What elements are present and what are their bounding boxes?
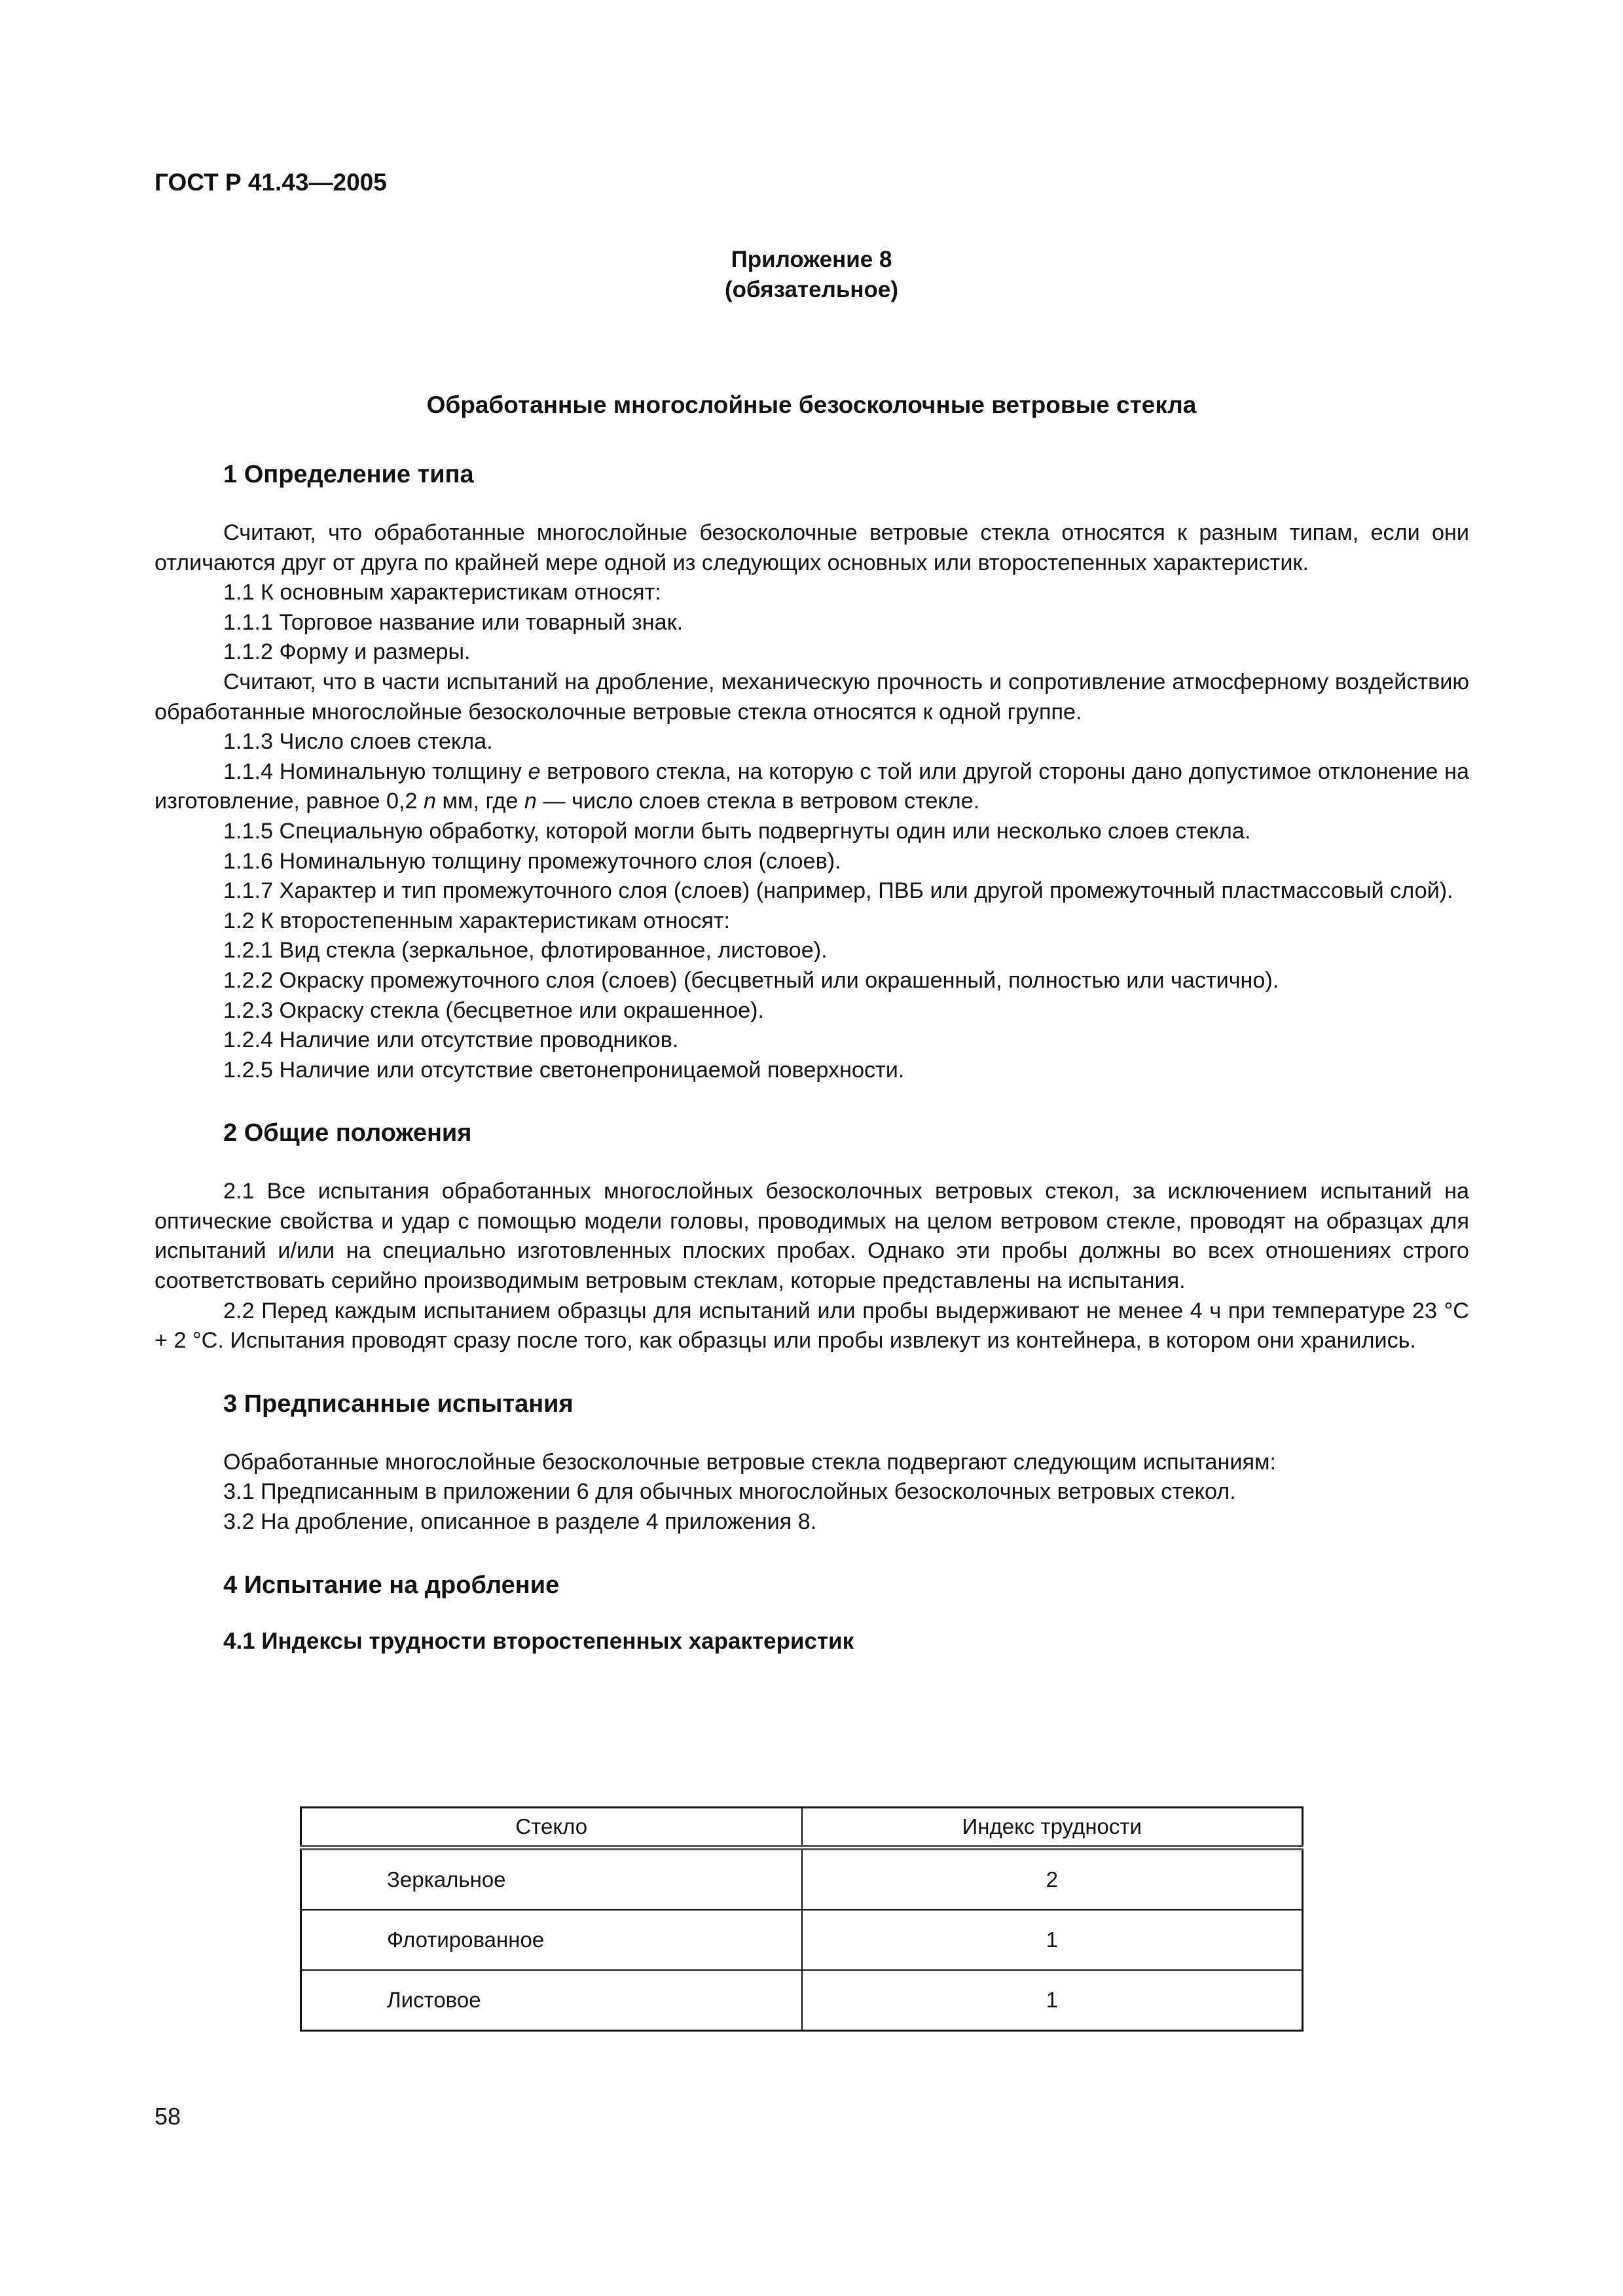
paragraph: 3.2 На дробление, описанное в разделе 4 приложения 8.	[223, 1509, 817, 1535]
difficulty-index-cell: 1	[802, 1910, 1303, 1970]
paragraph: 3.1 Предписанным в приложении 6 для обычных многослойных безосколочных ветровых стекол.	[223, 1479, 1236, 1505]
subsection-heading-4-1: 4.1 Индексы трудности второстепенных характеристик	[223, 1628, 854, 1654]
paragraph: 1.1.1 Торговое название или товарный знак.	[223, 609, 684, 635]
paragraph: Считают, что в части испытаний на дробление, механическую прочность и сопротивление атмосферному воздействию обработанные многослойные безосколочные ветровые стекла относятся к одной группе.	[155, 669, 1469, 725]
difficulty-index-table	[300, 1806, 1304, 2032]
paragraph: 1.1 К основным характеристикам относят:	[223, 580, 661, 605]
table-row	[301, 1970, 1303, 2031]
section-heading-4: 4 Испытание на дробление	[223, 1571, 560, 1599]
column-header-glass: Стекло	[301, 1808, 802, 1848]
paragraph: 1.1.5 Специальную обработку, которой могли быть подвергнуты один или несколько слоев стекла.	[223, 818, 1251, 844]
standard-code: ГОСТ Р 41.43—2005	[155, 169, 387, 196]
paragraph: Считают, что обработанные многослойные безосколочные ветровые стекла относятся к разным типам, если они отличаются друг от друга по крайней мере одной из следующих основных или второстепенных характеристик.	[155, 520, 1469, 575]
section-heading-1: 1 Определение типа	[223, 461, 474, 488]
paragraph: 1.2.4 Наличие или отсутствие проводников.	[223, 1028, 679, 1053]
document-title: Обработанные многослойные безосколочные ветровые стекла	[426, 391, 1197, 418]
paragraph: 1.1.2 Форму и размеры.	[223, 639, 471, 665]
paragraph: 1.1.6 Номинальную толщину промежуточного слоя (слоев).	[223, 848, 841, 874]
document-body	[155, 458, 1469, 1658]
paragraph: 1.2.2 Окраску промежуточного слоя (слоев) (бесцветный или окрашенный, полностью или частично).	[223, 967, 1279, 993]
appendix-heading	[0, 245, 1623, 305]
paragraph: 1.1.3 Число слоев стекла.	[223, 729, 493, 755]
paragraph: 1.2 К второстепенным характеристикам относят:	[223, 908, 731, 933]
paragraph: 1.1.7 Характер и тип промежуточного слоя (слоев) (например, ПВБ или другой промежуточный пластмассовый слой).	[223, 878, 1453, 904]
paragraph: 1.2.5 Наличие или отсутствие светонепроницаемой поверхности.	[223, 1057, 905, 1083]
difficulty-index-cell: 1	[802, 1970, 1303, 2031]
section-heading-3: 3 Предписанные испытания	[223, 1390, 574, 1418]
glass-type-cell: Листовое	[301, 1970, 802, 2031]
difficulty-index-cell: 2	[802, 1848, 1303, 1910]
paragraph: 2.2 Перед каждым испытанием образцы для испытаний или пробы выдерживают не менее 4 ч при температуре 23 °С + 2 °С. Испытания проводят сразу после того, как образцы или пробы извлекут из контейнера, в котором они хранились.	[155, 1298, 1469, 1354]
paragraph: 1.2.3 Окраску стекла (бесцветное или окрашенное).	[223, 997, 765, 1023]
table-header-row	[301, 1808, 1303, 1848]
section-heading-2: 2 Общие положения	[223, 1119, 472, 1147]
paragraph: Обработанные многослойные безосколочные ветровые стекла подвергают следующим испытаниям:	[223, 1449, 1276, 1475]
paragraph: 2.1 Все испытания обработанных многослойных безосколочных ветровых стекол, за исключением испытаний на оптические свойства и удар с помощью модели головы, проводимых на целом ветровом стекле, проводят на образцах для испытаний и/или на специально изготовленных плоских пробах. Однако эти пробы должны во всех отношениях строго соответствовать серийно производимым ветровым стеклам, которые представлены на испытания.	[155, 1179, 1469, 1294]
appendix-title: Приложение 8	[731, 247, 892, 272]
column-header-index: Индекс трудности	[802, 1808, 1303, 1848]
glass-type-cell: Флотированное	[301, 1910, 802, 1970]
glass-type-cell: Зеркальное	[301, 1848, 802, 1910]
paragraph-nominal-thickness: 1.1.4 Номинальную толщину e ветрового стекла, на которую с той или другой стороны дано допустимое отклонение на изготовление, равное 0,2 n мм, где n — число слоев стекла в ветровом стекле.	[155, 759, 1469, 814]
paragraph: 1.2.1 Вид стекла (зеркальное, флотированное, листовое).	[223, 938, 828, 963]
appendix-status: (обязательное)	[724, 277, 898, 302]
table-row	[301, 1848, 1303, 1910]
page-number: 58	[155, 2103, 181, 2130]
table-row	[301, 1910, 1303, 1970]
